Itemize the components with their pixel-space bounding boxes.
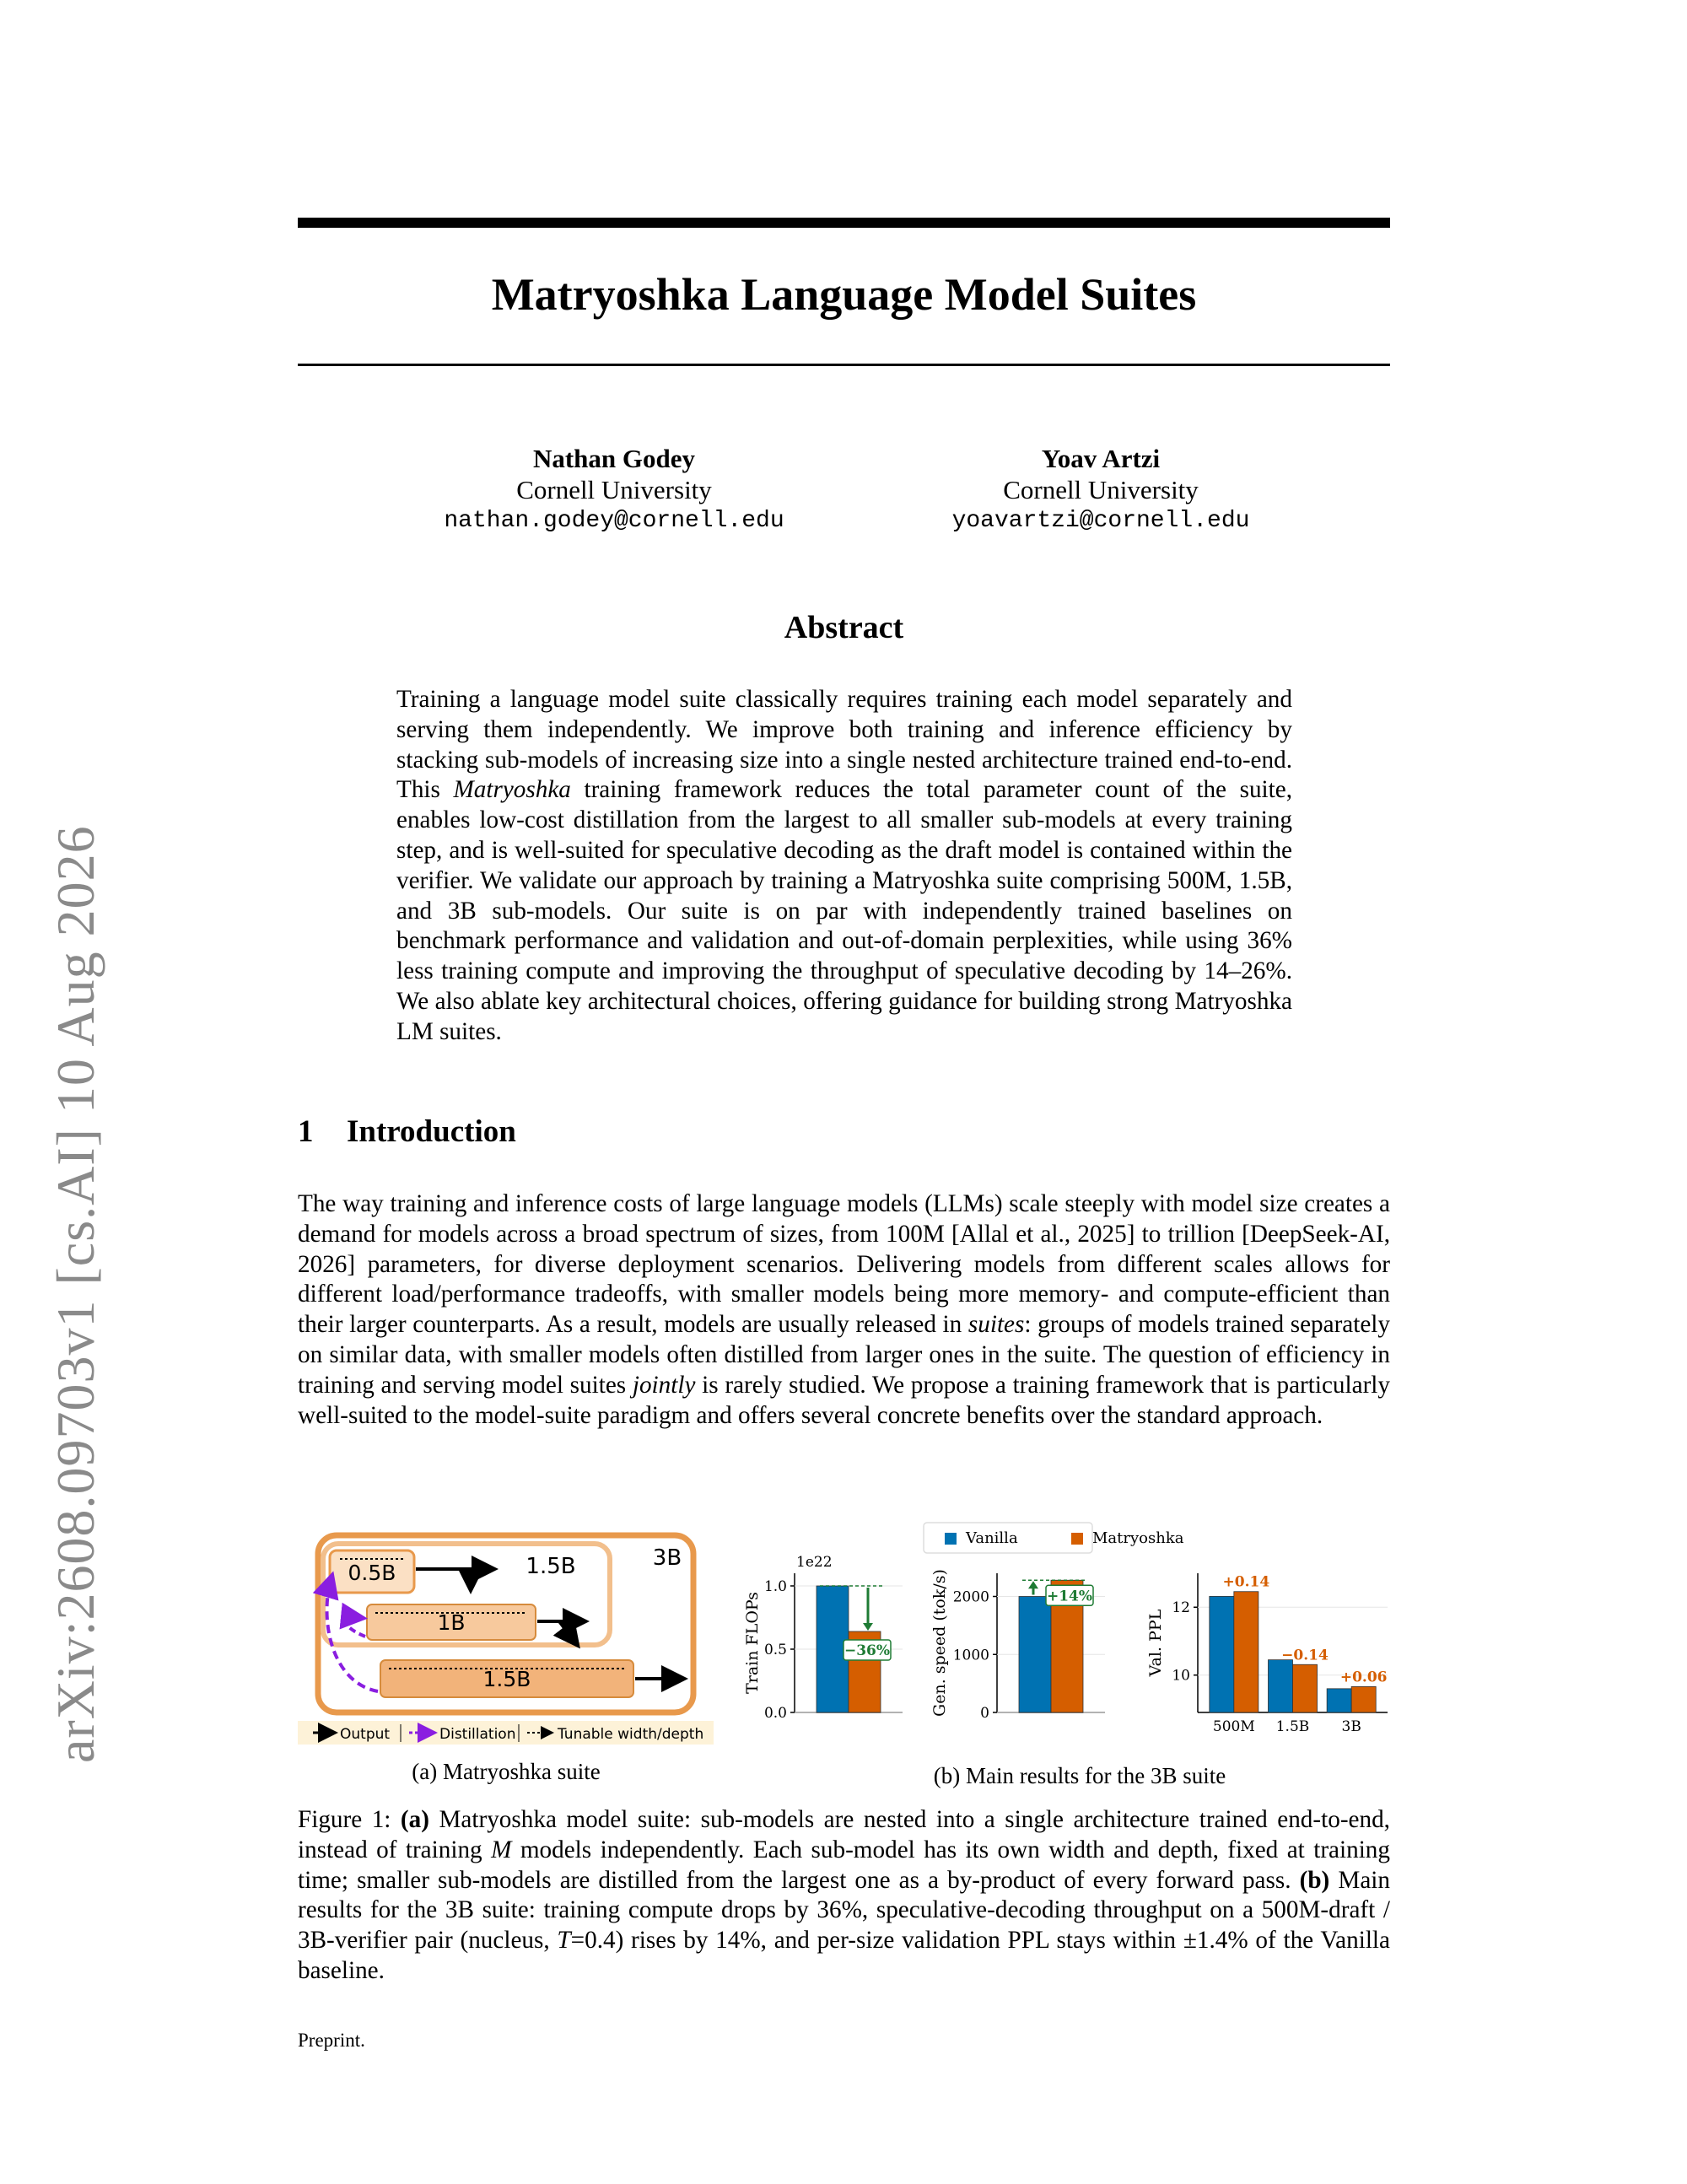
label-0-5b: 0.5B [348,1561,396,1585]
bar-matryoshka [1234,1592,1259,1712]
title-rule-bottom [298,364,1390,366]
legend-tunable: Tunable width/depth [558,1726,704,1743]
label-1-5b-outer: 1.5B [526,1554,576,1579]
author-name: Yoav Artzi [1041,444,1161,473]
legend-label-vanilla: Vanilla [966,1529,1018,1547]
x-tick-label: 3B [1341,1718,1361,1735]
arxiv-sidebar-stamp: arXiv:2608.09703v1 [cs.AI] 10 Aug 2026 [46,825,105,1763]
y-tick-label: 1000 [952,1647,989,1664]
y-tick-label: 2000 [952,1588,989,1606]
paper-title: Matryoshka Language Model Suites [491,269,1197,320]
intro-paragraph: The way training and inference costs of large language models (LLMs) scale steeply with model size creates a demand for models across a broad spectrum of sizes, from 100M [Allal et al., 2025] to trillion [DeepSeek-AI, 2026] parameters, for diverse deployment scenarios. Delivering models from different scales allows for different load/performance tradeoffs, with smaller models being more memory- and compute-efficient than their larger counterparts. As a result, models are usually released in suites: groups of models trained separately on similar data, with smaller models often distilled from larger ones in the suite. The question of efficiency in training and serving model suites jointly is rarely studied. We propose a training framework that is particularly well-suited to the model-suite paradigm and offers several concrete benefits over the standard approach. [298,1190,1391,1429]
bar-vanilla [1268,1660,1292,1712]
bar-matryoshka [1293,1664,1318,1712]
x-tick-label: 500M [1212,1718,1255,1735]
annotation-label: −36% [844,1642,891,1659]
y-tick-label: 0 [980,1705,989,1722]
y-tick-label: 0.0 [763,1705,787,1722]
y-tick-label: 0.5 [763,1642,787,1658]
figure-b-charts [734,1514,1392,1755]
bar-vanilla [1210,1596,1234,1712]
y-tick-label: 12 [1172,1599,1190,1617]
bar-data-label: −0.14 [1281,1647,1329,1664]
label-1-5b-inner: 1.5B [482,1667,531,1691]
bar-data-label: +0.06 [1339,1669,1388,1686]
label-1b: 1B [437,1610,466,1635]
legend-swatch-matryoshka [1071,1533,1083,1545]
y-tick-label: 10 [1172,1667,1190,1685]
subcaption-b: (b) Main results for the 3B suite [933,1763,1226,1788]
legend-output: Output [340,1726,391,1743]
annotation-arrowhead [1028,1581,1038,1588]
author-affiliation: Cornell University [516,475,712,504]
bar-matryoshka [1351,1686,1376,1712]
y-axis-label: Train FLOPs [743,1592,762,1694]
abstract-heading: Abstract [784,610,904,645]
legend-swatch-vanilla [945,1533,957,1545]
bar-vanilla [1019,1597,1051,1713]
abstract-text: Training a language model suite classically requires training each model separately and serving them independently. We improve both training and inference efficiency by stacking sub-models of increasing size into a single nested architecture trained end-to-end. This Matryoshka training framework reduces the total parameter count of the suite, enables low-cost distillation from the largest to all smaller sub-models at every training step, and is well-suited for speculative decoding as the draft model is contained within the verifier. We validate our approach by training a Matryoshka suite comprising 500M, 1.5B, and 3B sub-models. Our suite is on par with independently trained baselines on benchmark performance and validation and out-of-domain perplexities, while using 36% less training compute and improving the throughput of speculative decoding by 14–26%. We also ablate key architectural choices, offering guidance for building strong Matryoshka LM suites. [396,686,1293,1045]
y-axis-label: Gen. speed (tok/s) [930,1569,949,1717]
bar-vanilla [1327,1689,1351,1712]
y-tick-label: 1.0 [763,1578,787,1595]
author-email[interactable]: yoavartzi@cornell.edu [951,508,1250,534]
bar-data-label: +0.14 [1222,1573,1270,1591]
figure-caption: Figure 1: (a) Matryoshka model suite: sub-models are nested into a single architecture trained end-to-end, instead of training M models independently. Each sub-model has its own width and depth, fixed at training time; smaller sub-models are distilled from the largest one as a by-product of every forward pass. (b) Main results for the 3B suite: training compute drops by 36%, speculative-decoding throughput on a 500M-draft / 3B-verifier pair (nucleus, T=0.4) rises by 14%, and per-size validation PPL stays within ±1.4% of the Vanilla baseline. [298,1806,1390,1984]
annotation-arrowhead [863,1623,873,1631]
section-heading: 1 Introduction [298,1114,516,1149]
x-tick-label: 1.5B [1275,1718,1310,1735]
annotation-label: +14% [1046,1588,1093,1605]
subcaption-a: (a) Matryoshka suite [412,1759,601,1784]
author-name: Nathan Godey [532,444,696,473]
author-email[interactable]: nathan.godey@cornell.edu [444,508,784,534]
footer-note: Preprint. [298,2030,365,2051]
legend-label-matryoshka: Matryoshka [1092,1529,1184,1547]
author-block-1 [361,443,867,537]
author-affiliation: Cornell University [1003,475,1199,504]
legend-distillation: Distillation [439,1726,516,1743]
y-axis-label: Val. PPL [1146,1609,1165,1677]
title-rule-top [298,218,1390,228]
axis-scale-label: 1e22 [796,1554,833,1571]
label-3b: 3B [652,1545,682,1571]
figure-a-diagram [298,1518,715,1746]
author-block-2 [848,443,1354,537]
